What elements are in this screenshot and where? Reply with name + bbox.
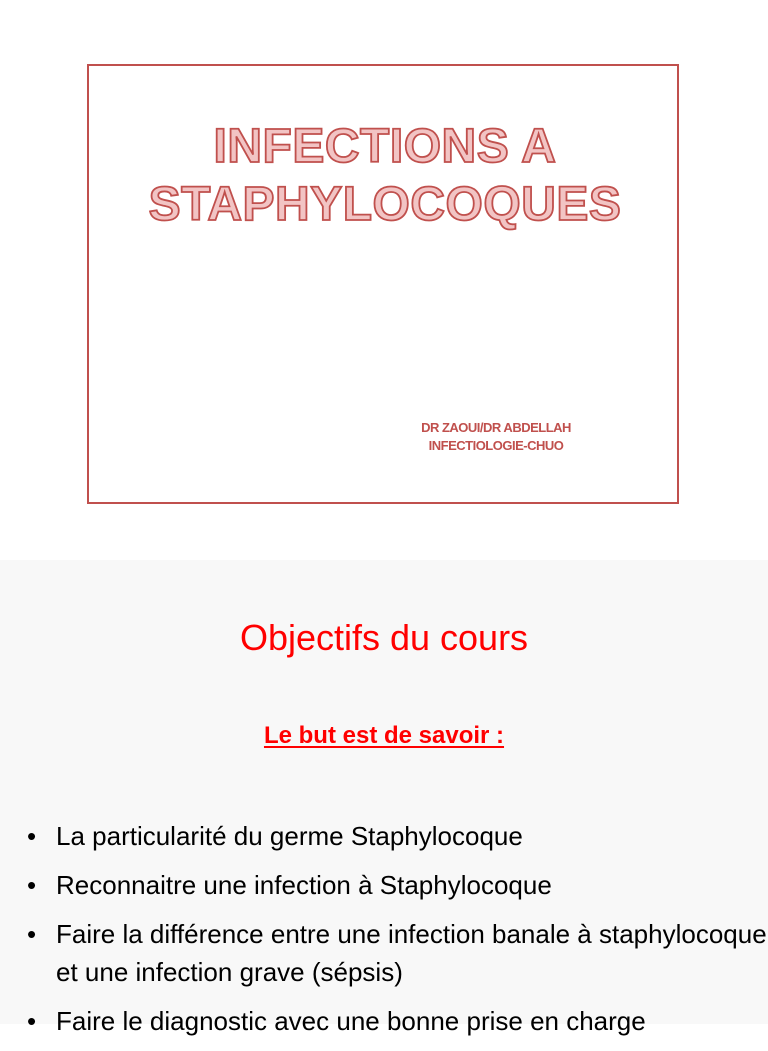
presentation-title <box>87 118 683 234</box>
bullet-icon: • <box>27 1006 37 1036</box>
subtitle-text: Le but est de savoir : <box>263 722 505 749</box>
authors-line-1: DR ZAOUI/DR ABDELLAH <box>421 420 571 435</box>
authors-block <box>380 419 612 455</box>
list-item <box>27 866 767 904</box>
slide-subtitle <box>0 720 768 752</box>
list-item-text: Faire la différence entre une infection banale à staphylocoque et une infection grave (sépsis) <box>56 919 767 987</box>
list-item-text: Faire le diagnostic avec une bonne prise en charge <box>56 1006 646 1036</box>
objectives-list <box>27 817 767 1051</box>
list-item <box>27 817 767 855</box>
authors-line-2: INFECTIOLOGIE-CHUO <box>428 438 564 453</box>
bullet-icon: • <box>27 919 37 949</box>
list-item <box>27 1002 767 1040</box>
bullet-icon: • <box>27 870 37 900</box>
list-item-text: Reconnaitre une infection à Staphylocoque <box>56 870 552 900</box>
title-line-2: STAPHYLOCOQUES <box>148 178 622 231</box>
objectives-slide <box>0 560 768 1036</box>
title-line-1: INFECTIONS A <box>213 120 557 173</box>
list-item <box>27 915 767 991</box>
slide-title: Objectifs du cours <box>239 617 529 658</box>
list-item-text: La particularité du germe Staphylocoque <box>56 821 523 851</box>
bullet-icon: • <box>27 821 37 851</box>
